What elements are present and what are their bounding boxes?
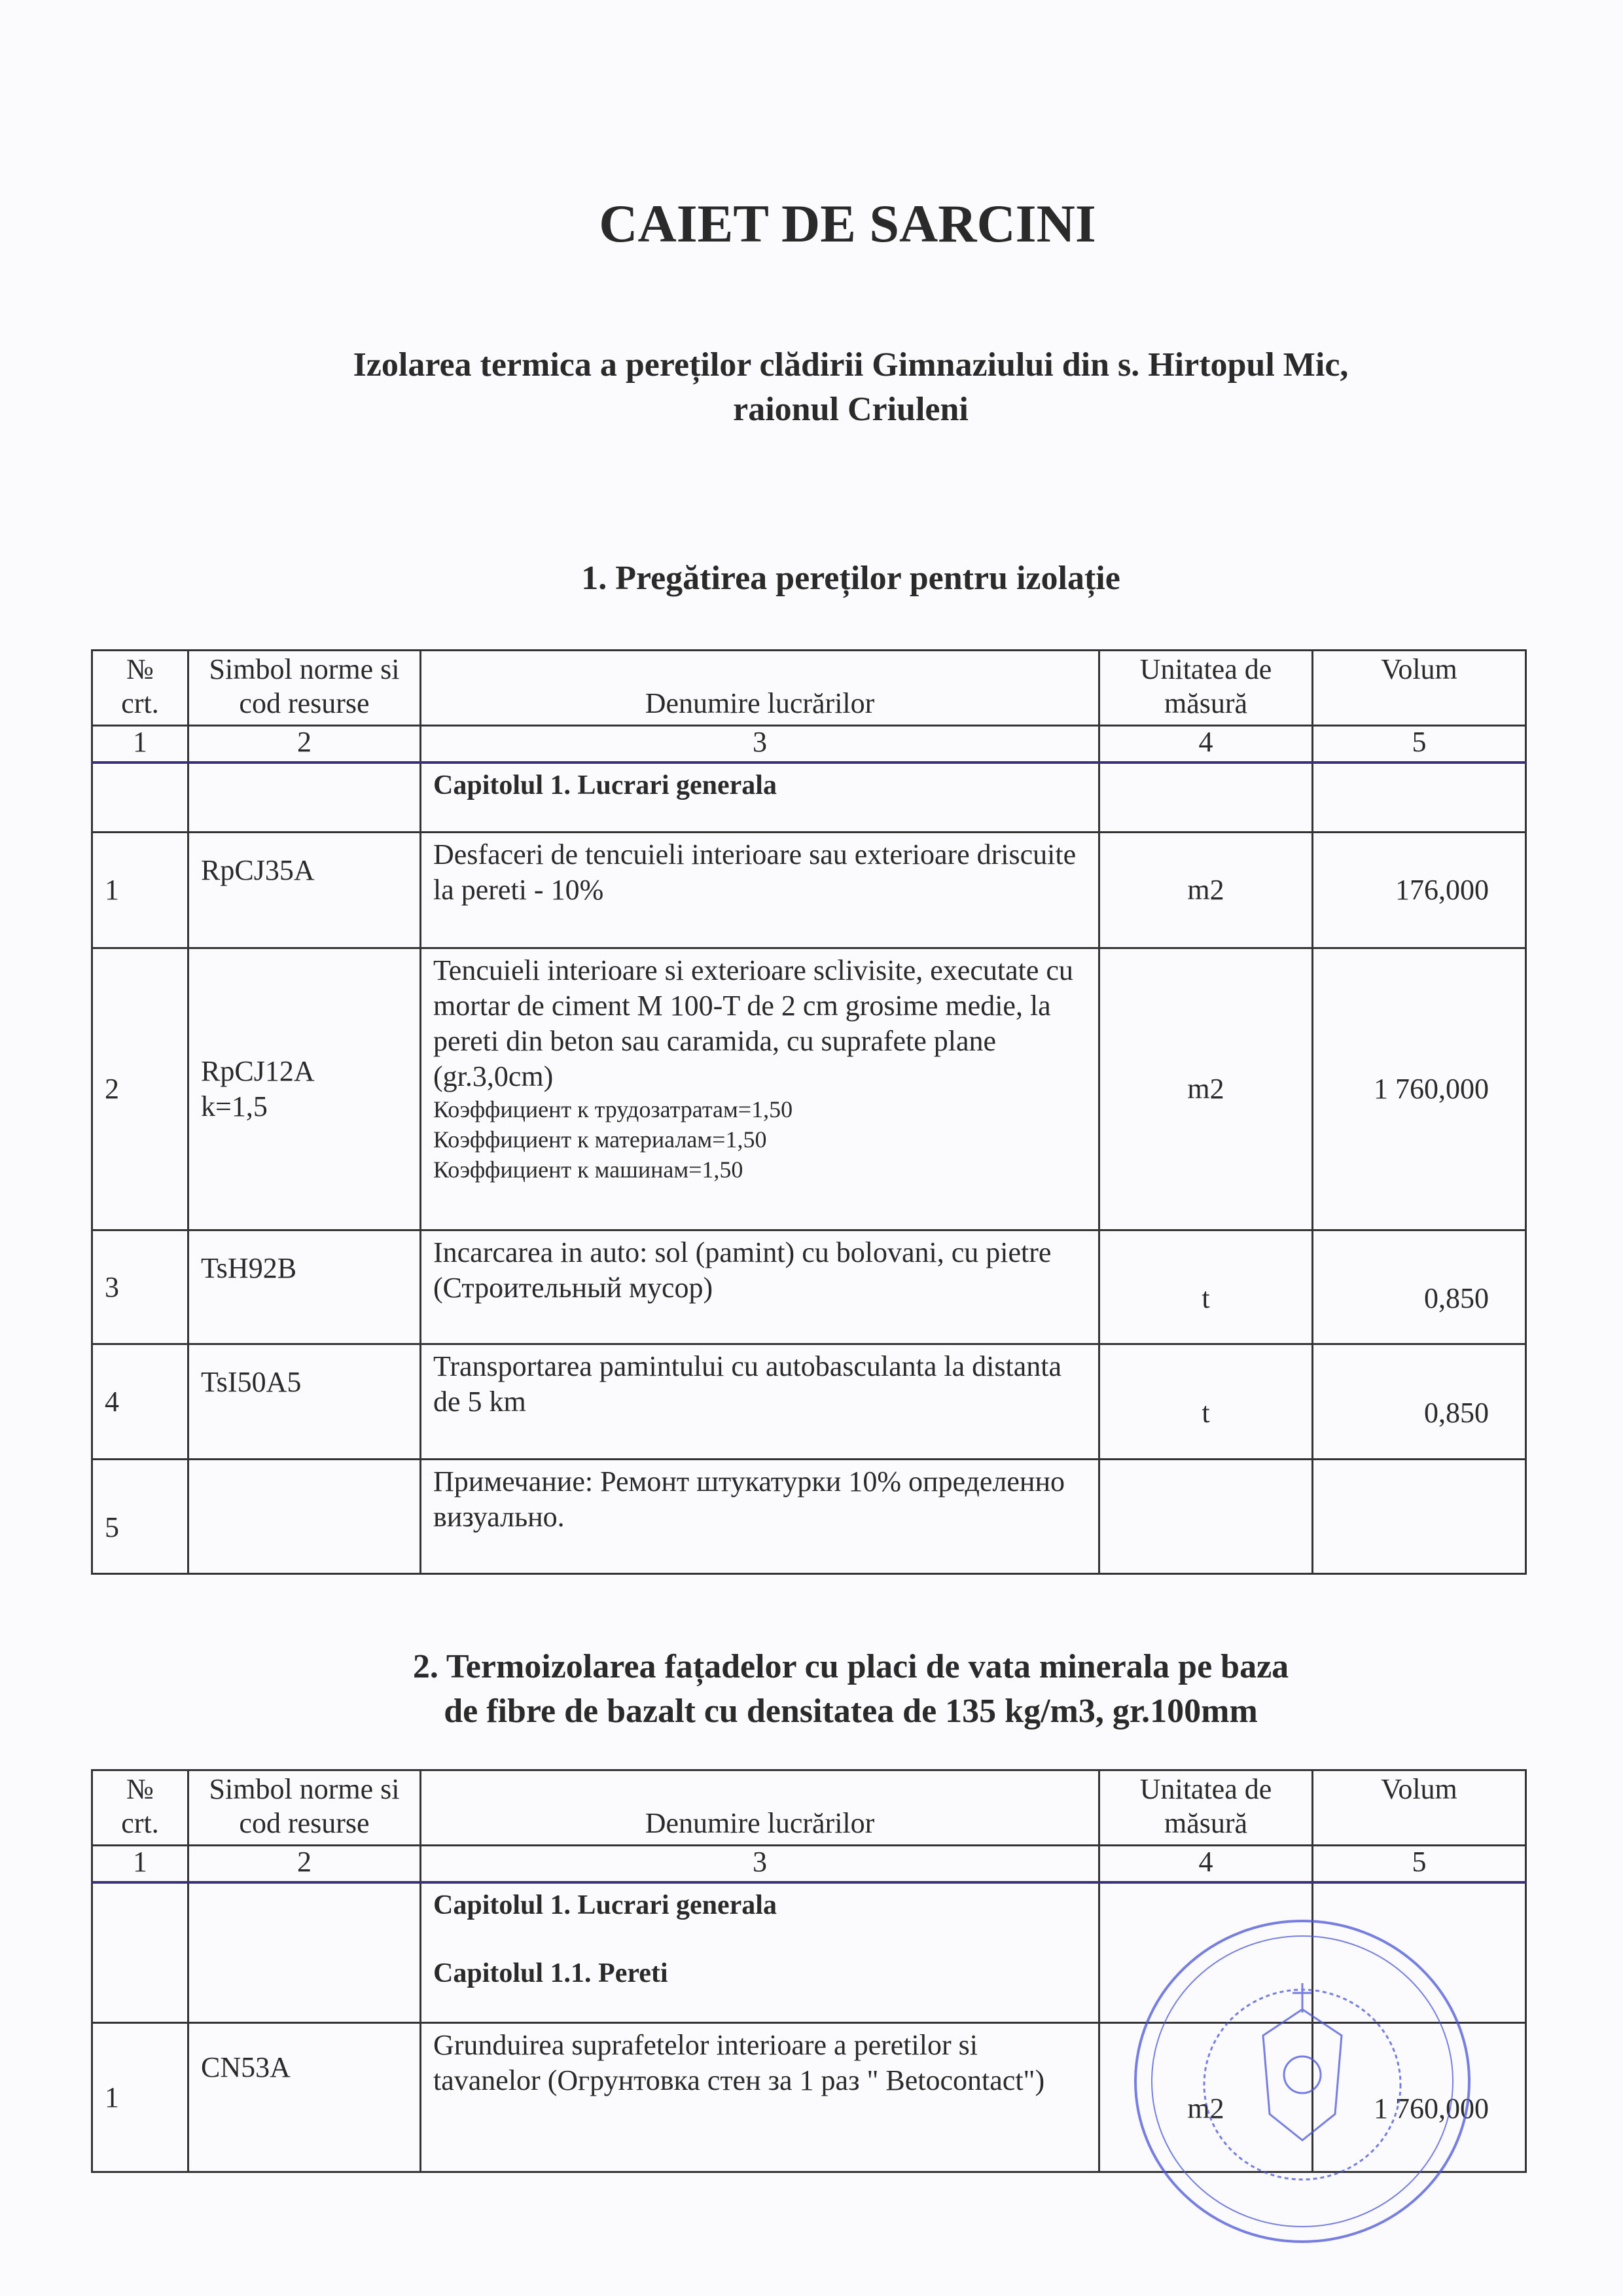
header-nr: № crt. [92,1770,188,1846]
table-row [92,948,1526,1230]
document-title: CAIET DE SARCINI [599,194,1096,253]
row-desc: Примечание: Ремонт штукатурки 10% определенно визуально. [421,1460,1099,1574]
row-code: CN53A [188,2023,421,2172]
row-unit: t [1099,1230,1313,1344]
row-vol: 1 760,000 [1313,2023,1526,2172]
col-number: 4 [1099,1846,1313,1882]
row-desc: Tencuieli interioare si exterioare sclivisite, executate cu mortar de ciment M 100-T de 2 cm grosime medie, la pereti din beton sau caramida, cu suprafete plane (gr.3,0cm) [433,954,1073,1092]
row-desc: Incarcarea in auto: sol (pamint) cu bolovani, cu pietre (Строительный мусор) [421,1230,1099,1344]
header-denumire: Denumire lucrărilor [421,1770,1099,1846]
header-unitate: Unitatea de măsură [1099,651,1313,726]
header-volum: Volum [1313,1770,1526,1846]
row-vol: 176,000 [1313,833,1526,948]
row-nr: 1 [92,833,188,948]
col-number: 5 [1313,1846,1526,1882]
row-nr: 3 [92,1230,188,1344]
table-row [92,1230,1526,1344]
chapter-title: Capitolul 1. Lucrari generala [433,1890,777,1920]
row-nr: 4 [92,1344,188,1460]
header-volum: Volum [1313,651,1526,726]
section2-heading-line-2: de fibre de bazalt cu densitatea de 135 kg/m3, gr.100mm [444,1693,1258,1730]
official-stamp-seal [1113,1905,1492,2251]
col-number: 1 [92,1846,188,1882]
row-note: Коэффициент к машинам=1,50 [433,1157,743,1183]
col-number: 4 [1099,726,1313,762]
header-denumire: Denumire lucrărilor [421,651,1099,726]
header-simbol: Simbol norme si cod resurse [188,651,421,726]
header-simbol: Simbol norme si cod resurse [188,1770,421,1846]
row-unit: m2 [1099,948,1313,1230]
row-desc: Transportarea pamintului cu autobasculanta la distanta de 5 km [421,1344,1099,1460]
row-unit: t [1099,1344,1313,1460]
row-note: Коэффициент к материалам=1,50 [433,1126,767,1153]
section1-table [91,649,1527,1575]
section1-heading: 1. Pregătirea pereților pentru izolație [581,560,1120,597]
row-code-coef: k=1,5 [201,1090,268,1122]
row-note: Коэффициент к трудозатратам=1,50 [433,1096,793,1122]
col-number: 5 [1313,726,1526,762]
chapter-title: Capitolul 1. Lucrari generala [421,762,1099,833]
row-code: RpCJ12A [201,1055,315,1087]
row-unit: m2 [1099,2023,1313,2172]
col-number: 3 [421,1846,1099,1882]
table-row [92,833,1526,948]
col-number: 2 [188,1846,421,1882]
row-desc: Grunduirea suprafetelor interioare a peretilor si tavanelor (Огрунтовка стен за 1 раз " Betocontact") [421,2023,1099,2172]
row-code: RpCJ35A [188,833,421,948]
row-vol: 0,850 [1313,1344,1526,1460]
table-row [92,1460,1526,1574]
row-vol: 1 760,000 [1313,948,1526,1230]
col-number: 2 [188,726,421,762]
col-number: 3 [421,726,1099,762]
section2-heading-line-1: 2. Termoizolarea fațadelor cu placi de vata minerala pe baza [412,1648,1289,1685]
row-desc: Desfaceri de tencuieli interioare sau exterioare driscuite la pereti - 10% [421,833,1099,948]
header-unitate: Unitatea de măsură [1099,1770,1313,1846]
header-nr: № crt. [92,651,188,726]
col-number: 1 [92,726,188,762]
table-row [92,1344,1526,1460]
row-unit: m2 [1099,833,1313,948]
row-nr: 2 [92,948,188,1230]
row-code: TsI50A5 [188,1344,421,1460]
subtitle-line-2: raionul Criuleni [733,391,969,428]
subtitle-line-1: Izolarea termica a pereților clădirii Gimnaziului din s. Hirtopul Mic, [353,346,1349,384]
subchapter-title: Capitolul 1.1. Pereti [433,1958,668,1988]
row-vol: 0,850 [1313,1230,1526,1344]
row-code: TsH92B [188,1230,421,1344]
row-nr: 1 [92,2023,188,2172]
row-nr: 5 [92,1460,188,1574]
